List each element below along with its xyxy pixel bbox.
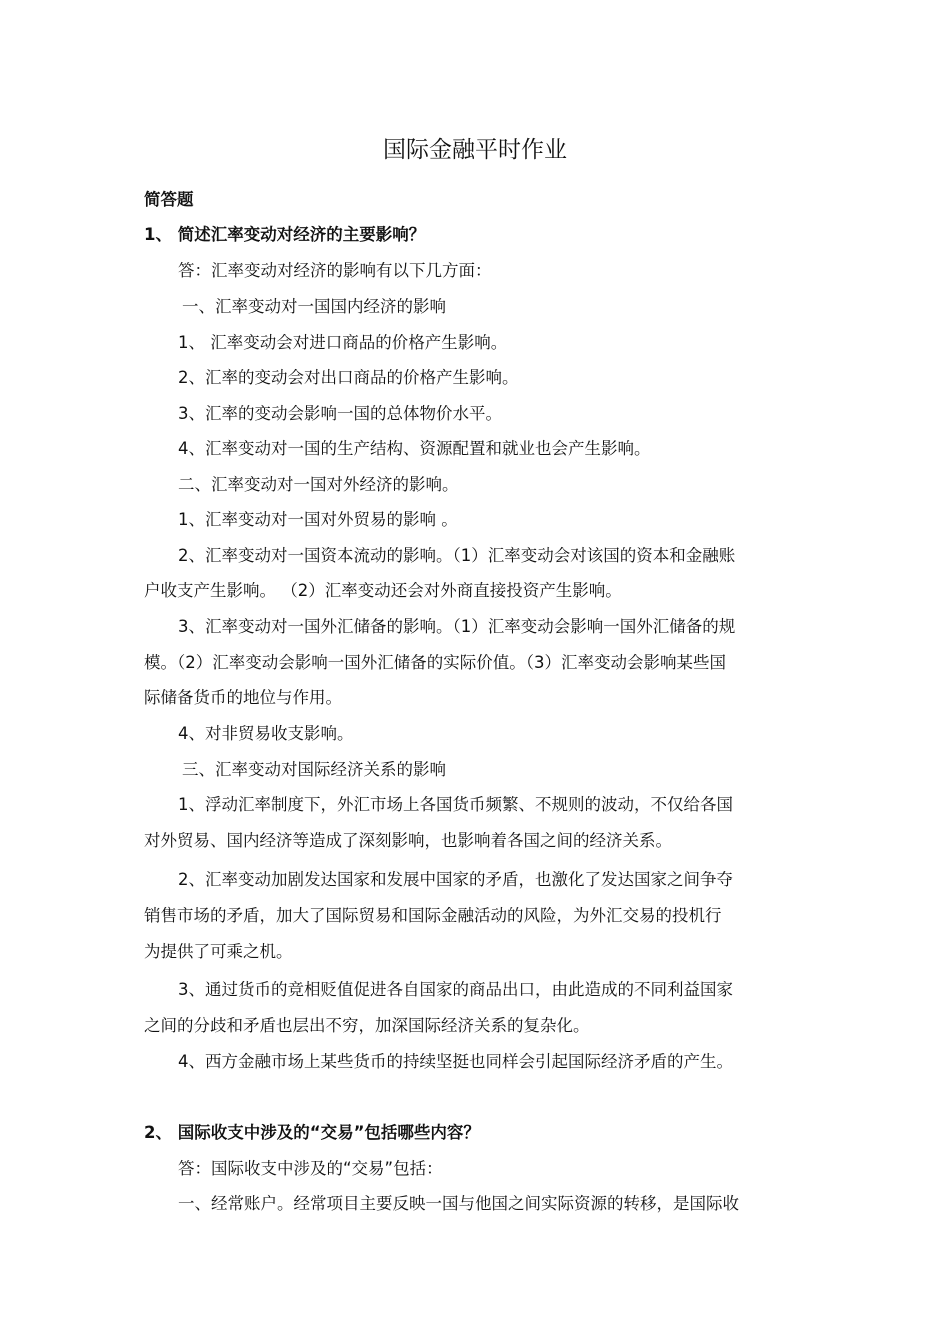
- text-line: 2、汇率变动加剧发达国家和发展中国家的矛盾，也激化了发达国家之间争夺: [178, 870, 733, 889]
- text-line: 户收支产生影响。 （2）汇率变动还会对外商直接投资产生影响。: [144, 581, 622, 600]
- text-line: 3、汇率的变动会影响一国的总体物价水平。: [178, 404, 502, 423]
- text-line: 际储备货币的地位与作用。: [144, 688, 342, 707]
- text-line: 一、经常账户。经常项目主要反映一国与他国之间实际资源的转移，是国际收: [178, 1194, 739, 1213]
- text-line: 三、汇率变动对国际经济关系的影响: [182, 760, 446, 779]
- text-line: 对外贸易、国内经济等造成了深刻影响，也影响着各国之间的经济关系。: [144, 831, 672, 850]
- text-line: 4、汇率变动对一国的生产结构、资源配置和就业也会产生影响。: [178, 439, 651, 458]
- document-title: 国际金融平时作业: [383, 137, 567, 163]
- text-line: 销售市场的矛盾，加大了国际贸易和国际金融活动的风险，为外汇交易的投机行: [144, 906, 722, 925]
- text-line: 3、汇率变动对一国外汇储备的影响。（1）汇率变动会影响一国外汇储备的规: [178, 617, 736, 636]
- heading-line: 简答题: [144, 190, 194, 209]
- text-line: 1、 汇率变动会对进口商品的价格产生影响。: [178, 333, 508, 352]
- text-line: 1、汇率变动对一国对外贸易的影响 。: [178, 510, 458, 529]
- text-line: 1、浮动汇率制度下，外汇市场上各国货币频繁、不规则的波动，不仅给各国: [178, 795, 733, 814]
- text-line: 之间的分歧和矛盾也层出不穷，加深国际经济关系的复杂化。: [144, 1016, 590, 1035]
- heading-line: 2、 国际收支中涉及的“交易”包括哪些内容？: [144, 1123, 480, 1142]
- text-line: 一、汇率变动对一国国内经济的影响: [182, 297, 446, 316]
- text-line: 二、汇率变动对一国对外经济的影响。: [178, 475, 459, 494]
- text-line: 2、汇率变动对一国资本流动的影响。（1）汇率变动会对该国的资本和金融账: [178, 546, 736, 565]
- text-line: 2、汇率的变动会对出口商品的价格产生影响。: [178, 368, 519, 387]
- text-line: 4、西方金融市场上某些货币的持续坚挺也同样会引起国际经济矛盾的产生。: [178, 1052, 733, 1071]
- text-line: 答：汇率变动对经济的影响有以下几方面：: [178, 261, 492, 280]
- heading-line: 1、 简述汇率变动对经济的主要影响？: [144, 225, 426, 244]
- text-line: 为提供了可乘之机。: [144, 942, 293, 961]
- text-line: 模。（2）汇率变动会影响一国外汇储备的实际价值。（3）汇率变动会影响某些国: [144, 653, 726, 672]
- text-line: 答：国际收支中涉及的“交易”包括：: [178, 1159, 443, 1178]
- text-line: 4、对非贸易收支影响。: [178, 724, 354, 743]
- text-line: 3、通过货币的竞相贬值促进各自国家的商品出口，由此造成的不同利益国家: [178, 980, 733, 999]
